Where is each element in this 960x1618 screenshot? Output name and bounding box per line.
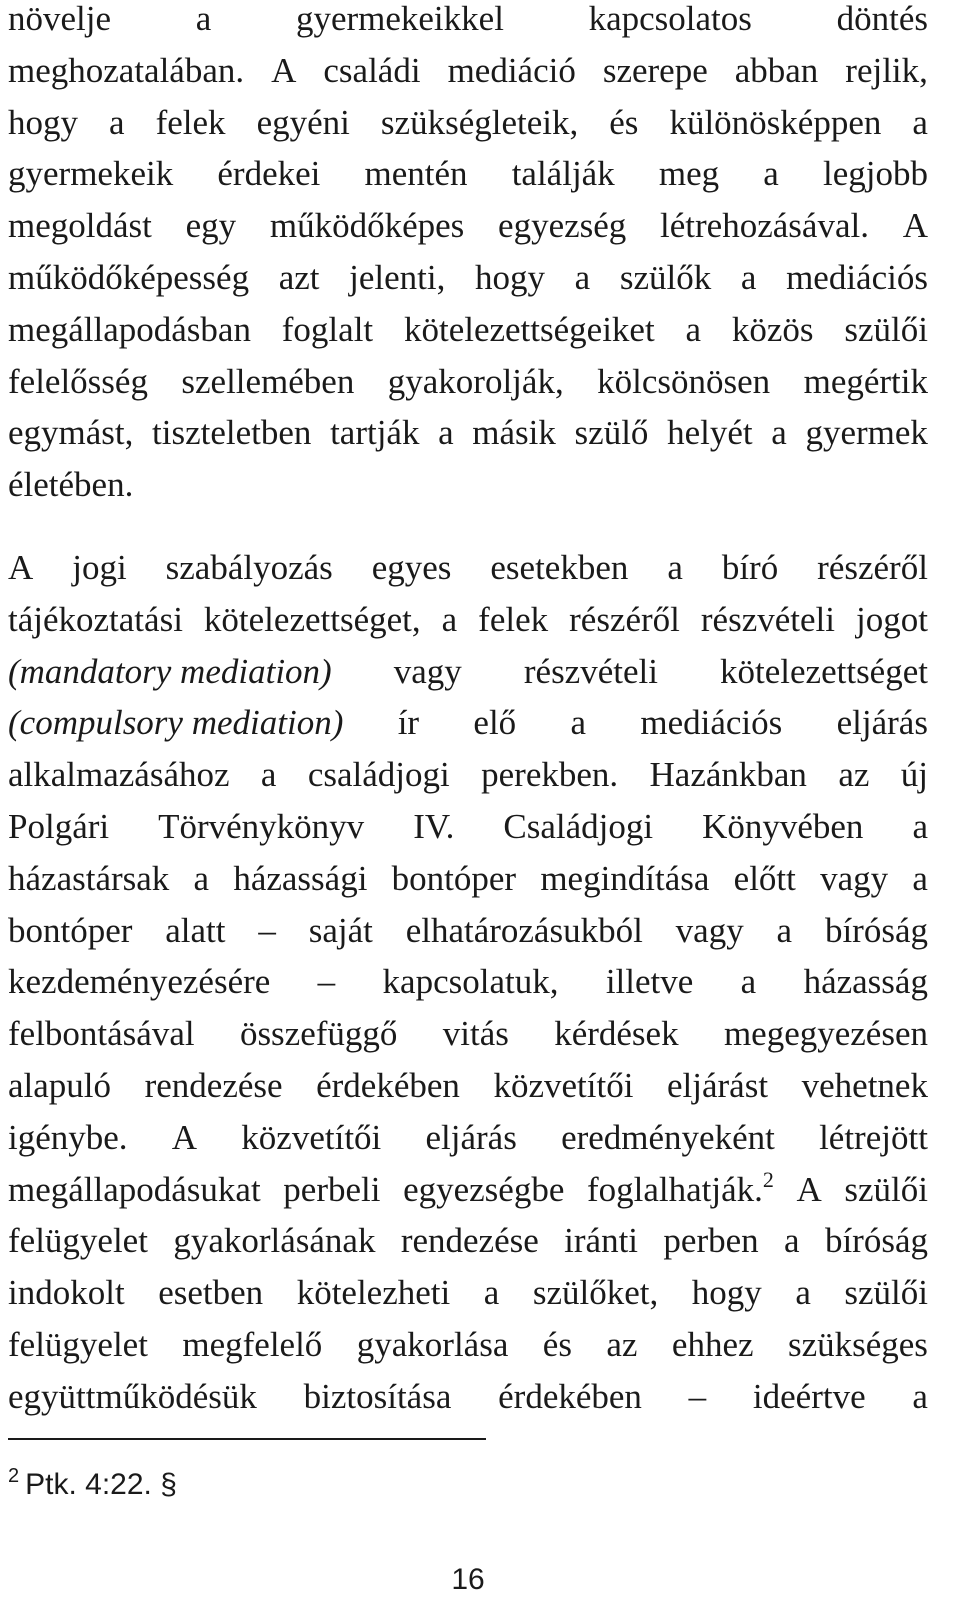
word: felügyelet — [8, 1324, 148, 1364]
word: vehetnek — [801, 1065, 928, 1105]
word: felek — [478, 599, 549, 639]
word: biztosítása — [303, 1376, 452, 1416]
word: tájékoztatási — [8, 599, 183, 639]
word: jelenti, — [349, 257, 446, 297]
word: legjobb — [823, 154, 928, 194]
footnote-text: Ptk. 4:22. § — [25, 1468, 177, 1501]
word: gyermekeikkel — [295, 0, 504, 38]
word: rendezése — [400, 1221, 539, 1261]
word: hogy — [691, 1273, 762, 1313]
word: egyéni — [256, 102, 350, 142]
word: működőképesség — [8, 257, 250, 297]
word: megegyezésen — [723, 1014, 928, 1054]
word: előtt — [733, 858, 796, 898]
word: a — [109, 102, 125, 142]
word: a — [912, 806, 928, 846]
paragraph-1 — [8, 0, 928, 511]
word: a — [795, 1273, 811, 1313]
word: érdekében — [316, 1065, 460, 1105]
word: a — [912, 102, 928, 142]
word: vagy — [820, 858, 889, 898]
word: elhatározásukból — [405, 910, 643, 950]
word: a — [763, 154, 779, 194]
text-line — [8, 407, 928, 459]
word: rejlik, — [845, 50, 928, 90]
word: ír — [397, 703, 420, 743]
word: kezdeményezésére — [8, 962, 271, 1002]
word: mentén — [364, 154, 468, 194]
word: életében. — [8, 465, 134, 505]
word: bíróság — [824, 910, 928, 950]
text-line — [8, 1267, 928, 1319]
word: részvételi — [523, 651, 658, 691]
footnote-reference: 2 — [762, 1166, 774, 1192]
word: a — [483, 1273, 500, 1313]
word: illetve — [605, 962, 694, 1002]
word: döntés — [836, 0, 928, 38]
word: mediáció — [447, 50, 576, 90]
word: eljárást — [667, 1065, 769, 1105]
word: kapcsolatos — [588, 0, 752, 38]
word: mediációs — [786, 257, 928, 297]
word: szülőket, — [532, 1273, 659, 1313]
word: a — [912, 1376, 928, 1416]
word: Törvénykönyv — [158, 806, 365, 846]
word: megoldást — [8, 206, 152, 246]
word: a — [193, 858, 210, 898]
word: a — [771, 413, 787, 453]
word: részéről — [817, 548, 928, 587]
word: igénybe. — [8, 1117, 128, 1157]
word: kölcsönösen — [597, 361, 771, 401]
word: meghozatalában. — [8, 50, 245, 90]
word: megértik — [803, 361, 928, 401]
word: a — [912, 858, 928, 898]
word: a — [776, 910, 793, 950]
text-line — [8, 1215, 928, 1267]
word: egymást, — [8, 413, 134, 453]
word: a — [438, 413, 454, 453]
word: érdekében — [498, 1376, 642, 1416]
word: bíró — [721, 548, 779, 587]
word: megfelelő — [182, 1324, 323, 1364]
text-line — [8, 542, 928, 594]
word: abban — [734, 50, 819, 90]
word: A — [796, 1169, 822, 1209]
word: gyakorlásának — [173, 1221, 376, 1261]
word: és — [542, 1324, 572, 1364]
word: Családjogi — [503, 806, 654, 846]
word: a — [195, 0, 212, 38]
word: mediációs — [640, 703, 783, 743]
word: Könyvében — [702, 806, 864, 846]
word: szülői — [844, 309, 928, 349]
word: hogy — [475, 257, 546, 297]
word: esetben — [158, 1273, 264, 1313]
word: ehhez — [671, 1324, 754, 1364]
text-line — [8, 0, 928, 45]
word: Hazánkban — [649, 755, 807, 795]
word: gyermekeik — [8, 154, 174, 194]
text-line — [8, 905, 928, 957]
word: másik — [472, 413, 556, 453]
page-number: 16 — [451, 1563, 485, 1596]
word: (mandatory mediation) — [8, 651, 332, 691]
word: tiszteletben — [152, 413, 312, 453]
word: bontóper — [391, 858, 517, 898]
word: A — [8, 548, 34, 587]
word: növelje — [8, 0, 112, 38]
word: megindítása — [540, 858, 710, 898]
word: szükségleteik, — [380, 102, 579, 142]
word: foglalt — [281, 309, 374, 349]
word: meg — [658, 154, 720, 194]
word: gyakorolják, — [387, 361, 564, 401]
word: alkalmazásához — [8, 755, 230, 795]
text-line — [8, 801, 928, 853]
word: jogi — [72, 548, 127, 587]
word: egy — [185, 206, 237, 246]
word: összefüggő — [239, 1014, 398, 1054]
word: esetekben — [490, 548, 629, 587]
word: felbontásával — [8, 1014, 195, 1054]
text-line — [8, 956, 928, 1008]
word: érdekei — [217, 154, 321, 194]
word: családi — [323, 50, 421, 90]
word: eredményeként — [561, 1117, 775, 1157]
word: működőképes — [269, 206, 465, 246]
word: szabályozás — [165, 548, 333, 587]
word: házassági — [233, 858, 368, 898]
word: részvételi — [700, 599, 835, 639]
word: IV. — [413, 806, 455, 846]
paragraph-2 — [8, 542, 928, 1423]
word: – — [688, 1376, 707, 1416]
word: szellemében — [181, 361, 355, 401]
word: bíróság — [824, 1221, 928, 1261]
word: felügyelet — [8, 1221, 148, 1261]
word: vagy — [675, 910, 744, 950]
word: a — [740, 962, 757, 1002]
word: saját — [308, 910, 373, 950]
word: különösképpen — [669, 102, 882, 142]
word: találják — [511, 154, 615, 194]
word: hogy — [8, 102, 78, 142]
word: rendezése — [144, 1065, 283, 1105]
word: iránti — [564, 1221, 639, 1261]
word: megállapodásban — [8, 309, 251, 349]
word: felelősség — [8, 361, 148, 401]
word: kötelezettséget — [720, 651, 928, 691]
text-line — [8, 148, 928, 200]
word: indokolt — [8, 1273, 125, 1313]
text-line — [8, 304, 928, 356]
word: perben — [663, 1221, 759, 1261]
word: az — [606, 1324, 638, 1364]
word: vitás — [442, 1014, 509, 1054]
word: szülők — [619, 257, 712, 297]
word: – — [258, 910, 276, 950]
word: (compulsory mediation) — [8, 703, 344, 743]
footnote — [8, 1456, 177, 1505]
word: perekben. — [481, 755, 619, 795]
text-line — [8, 459, 928, 511]
word: perbeli — [283, 1169, 381, 1209]
word: a — [784, 1221, 800, 1261]
text-line — [8, 1112, 928, 1164]
text-line — [8, 252, 928, 304]
text-line — [8, 356, 928, 408]
text-line — [8, 697, 928, 749]
word: a — [260, 755, 277, 795]
footnote-divider — [8, 1438, 486, 1440]
text-line — [8, 646, 928, 698]
word: A — [271, 50, 297, 90]
text-line — [8, 200, 928, 252]
word: házastársak — [8, 858, 170, 898]
word: Polgári — [8, 806, 110, 846]
word: kapcsolatuk, — [382, 962, 559, 1002]
text-line — [8, 1371, 928, 1423]
text-line — [8, 594, 928, 646]
word: egyezség — [498, 206, 627, 246]
word: egyezségbe — [403, 1169, 565, 1209]
word: új — [900, 755, 928, 795]
text-line — [8, 45, 928, 97]
word: gyermek — [805, 413, 928, 453]
word: a — [667, 548, 683, 587]
word: a — [570, 703, 587, 743]
word: bontóper — [8, 910, 133, 950]
word: elő — [473, 703, 517, 743]
word: az — [838, 755, 870, 795]
word: létrejött — [819, 1117, 928, 1157]
word: felek — [155, 102, 226, 142]
word: létrehozásával. — [660, 206, 869, 246]
word: a — [574, 257, 591, 297]
word: tartják — [330, 413, 420, 453]
text-line — [8, 1164, 928, 1216]
word: szülői — [844, 1273, 928, 1313]
word: kötelezettséget, — [203, 599, 421, 639]
word: alapuló — [8, 1065, 112, 1105]
word: részéről — [569, 599, 680, 639]
word: házasság — [803, 962, 928, 1002]
word: jogot — [855, 599, 928, 639]
word: alatt — [165, 910, 226, 950]
word: megállapodásukat — [8, 1169, 261, 1209]
text-line — [8, 1008, 928, 1060]
word: és — [609, 102, 639, 142]
text-line — [8, 1319, 928, 1371]
word: gyakorlása — [356, 1324, 509, 1364]
word: eljárás — [836, 703, 928, 743]
word: szülő — [574, 413, 649, 453]
word: foglalhatják.$^2$ — [586, 1166, 774, 1209]
word: szülői — [844, 1169, 928, 1209]
word: közvetítői — [493, 1065, 634, 1105]
word: a — [740, 257, 757, 297]
word: ideértve — [752, 1376, 866, 1416]
word: egyes — [371, 548, 452, 587]
word: szerepe — [602, 50, 708, 90]
word: eljárás — [425, 1117, 517, 1157]
word: szükséges — [787, 1324, 928, 1364]
word: azt — [278, 257, 320, 297]
word: A — [902, 206, 928, 246]
word: helyét — [667, 413, 753, 453]
word: kötelezheti — [296, 1273, 451, 1313]
word: a — [441, 599, 458, 639]
text-line — [8, 1060, 928, 1112]
text-line — [8, 97, 928, 149]
text-line — [8, 853, 928, 905]
footnote-number: 2 — [8, 1465, 20, 1487]
word: kötelezettségeiket — [403, 309, 655, 349]
word: együttműködésük — [8, 1376, 257, 1416]
word: közös — [731, 309, 814, 349]
word: családjogi — [307, 755, 450, 795]
word: közvetítői — [241, 1117, 382, 1157]
word: vagy — [393, 651, 462, 691]
word: kérdések — [554, 1014, 679, 1054]
word: A — [171, 1117, 198, 1157]
word: – — [317, 962, 336, 1002]
text-line — [8, 749, 928, 801]
word: a — [685, 309, 702, 349]
